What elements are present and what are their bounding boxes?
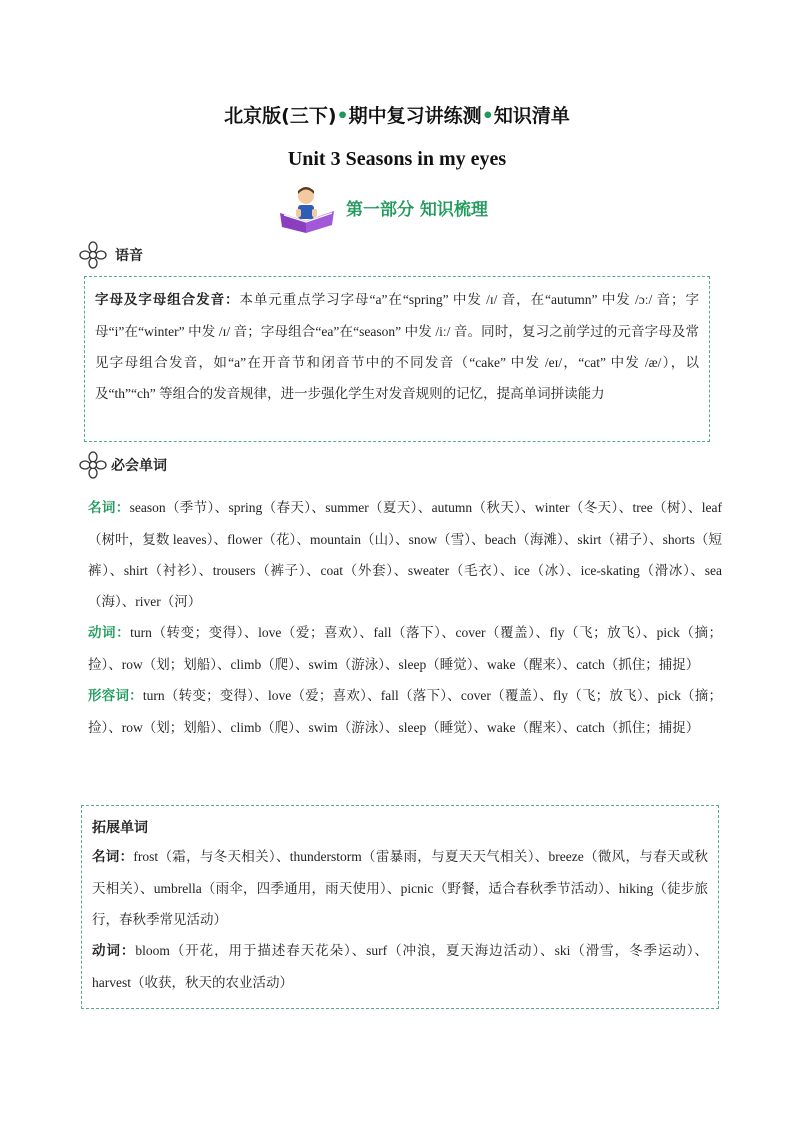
pronunciation-lead: 字母及字母组合发音：: [95, 292, 240, 308]
adjectives-text: turn（转变；变得）、love（爱；喜欢）、fall（落下）、cover（覆盖）、fly（飞；放飞）、pick（摘；捡）、row（划；划船）、climb（爬）、swim（游泳）、sleep（睡觉）、wake（醒来）、catch（抓住；捕捉）: [88, 688, 723, 735]
extended-verbs-label: 动词：: [92, 943, 136, 959]
vocab-nouns: [88, 492, 722, 617]
section-title: 语音: [115, 248, 143, 264]
verbs-label: 动词：: [88, 625, 131, 641]
extended-verbs-text: bloom（开花，用于描述春天花朵）、surf（冲浪，夏天海边活动）、ski（滑雪，冬季运动）、harvest（收获，秋天的农业活动）: [92, 943, 709, 990]
extended-heading: 拓展单词: [92, 820, 148, 836]
title-dot: •: [336, 105, 349, 127]
nouns-text: season（季节）、spring（春天）、summer（夏天）、autumn（秋天）、winter（冬天）、tree（树）、leaf（树叶，复数 leaves）、flower（花）、mountain（山）、snow（雪）、beach（海滩）、skirt（裙子）、shorts（短裤）、shirt（衬衫）、trousers（裤子）、coat（外套）、sweater（毛衣）、ice（冰）、ice-skating（滑冰）、sea（海）、river（河）: [88, 500, 722, 609]
reading-boy-icon: [276, 183, 340, 233]
vocab-adjectives: [88, 680, 722, 743]
flower-outline-icon: [79, 451, 107, 479]
pronunciation-box: [84, 276, 710, 442]
extended-nouns-text: frost（霜，与冬天相关）、thunderstorm（雷暴雨，与夏天天气相关）、breeze（微风，与春天或秋天相关）、umbrella（雨伞，四季通用，雨天使用）、picnic（野餐，适合春秋季节活动）、hiking（徒步旅行，春秋季常见活动）: [92, 849, 709, 927]
verbs-text: turn（转变；变得）、love（爱；喜欢）、fall（落下）、cover（覆盖）、fly（飞；放飞）、pick（摘；捡）、row（划；划船）、climb（爬）、swim（游泳）、sleep（睡觉）、wake（醒来）、catch（抓住；捕捉）: [88, 625, 723, 672]
pronunciation-text: [95, 284, 699, 409]
extended-nouns: [92, 841, 708, 935]
title-part-b: 期中复习讲练测: [348, 105, 482, 127]
adjectives-label: 形容词：: [88, 688, 143, 704]
section-title: 必会单词: [111, 458, 167, 474]
part-label: 第一部分 知识梳理: [346, 200, 488, 220]
title-part-c: 知识清单: [493, 105, 570, 127]
part-banner: [276, 183, 536, 233]
vocab-verbs: [88, 617, 722, 680]
vocab-list: [88, 492, 722, 743]
extended-verbs: [92, 935, 708, 998]
flower-outline-icon: [79, 241, 107, 269]
unit-subtitle: Unit 3 Seasons in my eyes: [287, 148, 507, 170]
extended-vocab-box: [81, 805, 719, 1009]
title-part-a: 北京版(三下): [224, 105, 337, 127]
page-title: [0, 101, 794, 128]
title-dot: •: [481, 105, 494, 127]
pronunciation-body: 本单元重点学习字母“a”在“spring” 中发 /ɪ/ 音，在“autumn” 中发 /ɔː/ 音；字母“i”在“winter” 中发 /ɪ/ 音；字母组合“ea”在“season” 中发 /iː/ 音。同时，复习之前学过的元音字母及常见字母组合发音，如“a”在开音节和闭音节中的不同发音（“cake” 中发 /eɪ/，“cat” 中发 /æ/），以及“th”“ch” 等组合的发音规律，进一步强化学生对发音规则的记忆，提高单词拼读能力: [95, 292, 700, 401]
extended-nouns-label: 名词：: [92, 849, 134, 865]
nouns-label: 名词：: [88, 500, 130, 516]
